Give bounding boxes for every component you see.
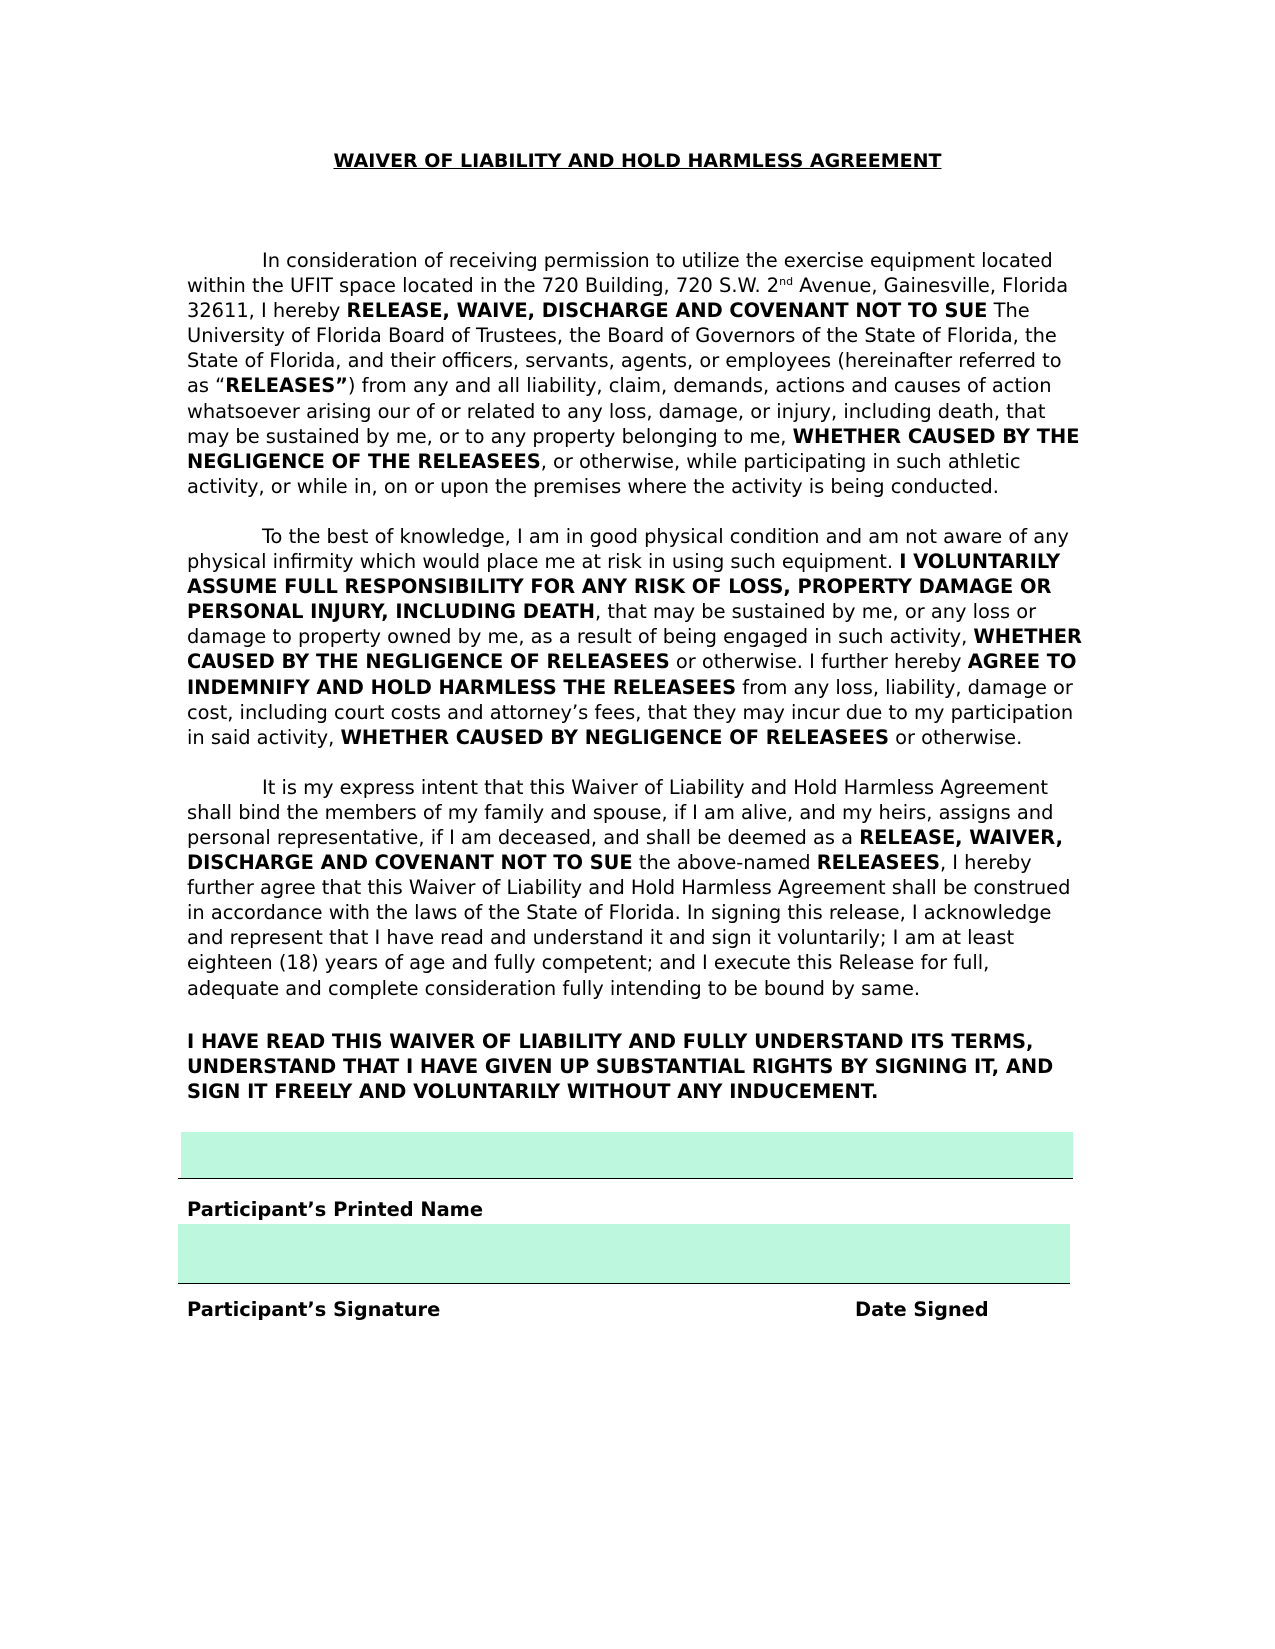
p3-bold-releasees: RELEASEES <box>816 851 940 875</box>
p3-bold-release: RELEASE, WAIVER, DISCHARGE AND COVENANT NOT TO SUE <box>187 825 1063 875</box>
p2-bold-assume: I VOLUNTARILY ASSUME FULL RESPONSIBILITY FOR ANY RISK OF LOSS, PROPERTY DAMAGE OR PERSONAL INJURY, INCLUDING DEATH <box>187 550 1061 624</box>
p2-bold-negligence: WHETHER CAUSED BY THE NEGLIGENCE OF RELEASEES <box>187 625 1082 674</box>
p1-text-3: The University of Florida Board of Trustees, the Board of Governors of the State of Florida, the State of Florida, and their officers, servants, agents, or employees (hereinafter referred to as “ <box>187 299 1062 398</box>
printed-name-line <box>178 1178 1073 1179</box>
p2-text-3: or otherwise. I further hereby <box>669 650 968 674</box>
p1-bold-negligence: WHETHER CAUSED BY THE NEGLIGENCE OF THE RELEASEES <box>187 424 1080 473</box>
p1-ordinal-suffix: nd <box>779 275 794 289</box>
signature-line <box>178 1283 1070 1284</box>
signature-label: Participant’s Signature <box>187 1298 441 1321</box>
p1-text-2: Avenue, Gainesville, Florida 32611, I hereby <box>187 274 1069 323</box>
p1-text-1: In consideration of receiving permission to utilize the exercise equipment located within the UFIT space located in the 720 Building, 720 S.W. 2 <box>187 249 1053 298</box>
p1-bold-releases: RELEASES” <box>225 374 348 398</box>
paragraph-consideration <box>187 248 1087 499</box>
p1-bold-release: RELEASE, WAIVE, DISCHARGE AND COVENANT NOT TO SUE <box>346 299 988 323</box>
paragraph-assumption-of-risk <box>187 524 1087 750</box>
p1-text-5: , or otherwise, while participating in such athletic activity, or while in, on or upon the premises where the activity is being conducted. <box>187 449 1021 498</box>
p3-text-1: It is my express intent that this Waiver of Liability and Hold Harmless Agreement shall bind the members of my family and spouse, if I am alive, and my heirs, assigns and personal representative, if I am deceased, and shall be deemed as a <box>187 775 1054 849</box>
p2-text-1: To the best of knowledge, I am in good physical condition and am not aware of any physical infirmity which would place me at risk in using such equipment. <box>187 524 1069 574</box>
p2-bold-negligence-2: WHETHER CAUSED BY NEGLIGENCE OF RELEASEES <box>340 725 889 749</box>
date-signed-label: Date Signed <box>855 1298 989 1321</box>
p2-text-5: or otherwise. <box>888 725 1023 749</box>
document-body <box>187 248 1087 1026</box>
document-title: WAIVER OF LIABILITY AND HOLD HARMLESS AGREEMENT <box>333 150 942 172</box>
signature-input[interactable] <box>178 1224 1070 1283</box>
p2-text-2: , that may be sustained by me, or any loss or damage to property owned by me, as a result of being engaged in such activity, <box>187 600 1037 649</box>
p3-text-2: the above-named <box>632 851 817 875</box>
p1-text-4: ) from any and all liability, claim, demands, actions and causes of action whatsoever arising our of or related to any loss, damage, or injury, including death, that may be sustained by me, or to any property belonging to me, <box>187 374 1052 448</box>
p2-text-4: from any loss, liability, damage or cost, including court costs and attorney’s fees, that they may incur due to my participation in said activity, <box>187 675 1074 749</box>
printed-name-input[interactable] <box>181 1132 1073 1178</box>
printed-name-label: Participant’s Printed Name <box>187 1198 484 1221</box>
p3-text-3: , I hereby further agree that this Waiver of Liability and Hold Harmless Agreement shall be construed in accordance with the laws of the State of Florida. In signing this release, I acknowledge and represent that I have read and understand it and sign it voluntarily; I am at least eighteen (18) years of age and fully competent; and I execute this Release for full, adequate and complete consideration fully intending to be bound by same. <box>187 851 1071 1000</box>
paragraph-intent <box>187 775 1087 1001</box>
p2-bold-indemnify: AGREE TO INDEMNIFY AND HOLD HARMLESS THE RELEASEES <box>187 650 1077 699</box>
acknowledgement-statement: I HAVE READ THIS WAIVER OF LIABILITY AND FULLY UNDERSTAND ITS TERMS, UNDERSTAND THAT I HAVE GIVEN UP SUBSTANTIAL RIGHTS BY SIGNING IT, AND SIGN IT FREELY AND VOLUNTARILY WITHOUT ANY INDUCEMENT. <box>187 1030 1054 1104</box>
